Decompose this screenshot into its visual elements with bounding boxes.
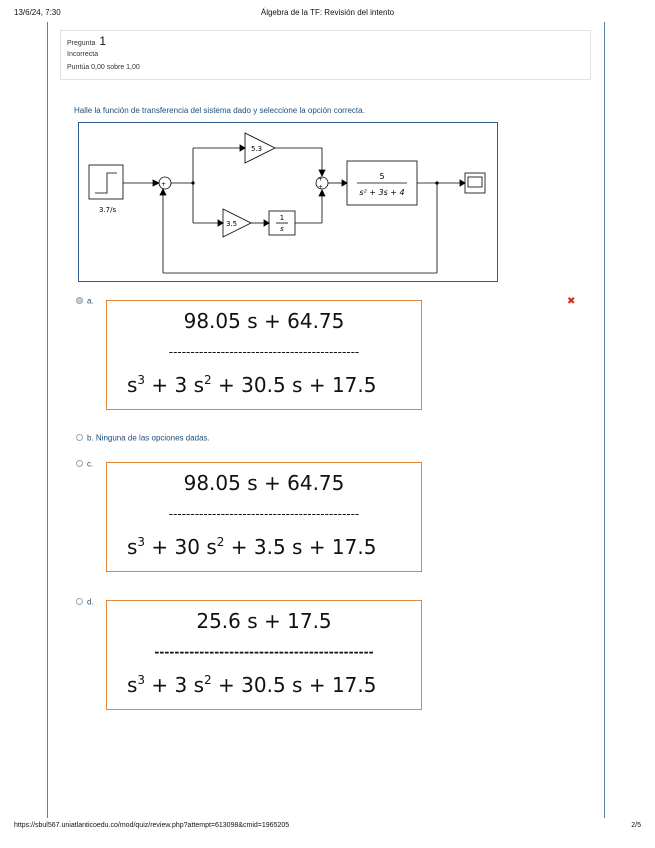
question-label: Pregunta — [67, 40, 96, 47]
step-block — [89, 165, 123, 199]
question-number-row — [67, 35, 584, 48]
integrator-denominator: s — [280, 225, 284, 233]
option-d[interactable] — [76, 597, 94, 606]
option-b[interactable] — [76, 433, 210, 442]
print-footer — [14, 822, 641, 834]
gain-bottom-label: 3.5 — [226, 220, 238, 228]
content-left-border — [47, 22, 48, 818]
option-a-numerator: 98.05 s + 64.75 — [183, 309, 345, 333]
option-a-fraction-line: -------------------------------------------- — [168, 345, 360, 359]
question-grade: Puntúa 0,00 sobre 1,00 — [67, 64, 140, 71]
svg-text:+: + — [318, 184, 324, 191]
print-datetime: 13/6/24, 7:30 — [14, 8, 61, 17]
block-diagram-svg — [79, 123, 496, 280]
option-d-numerator: 25.6 s + 17.5 — [196, 609, 332, 633]
radio-option-b[interactable] — [76, 434, 83, 441]
radio-option-d[interactable] — [76, 598, 83, 605]
option-c-numerator: 98.05 s + 64.75 — [183, 471, 345, 495]
option-c-answer-image — [106, 462, 422, 572]
option-a[interactable] — [76, 296, 94, 305]
option-c-denominator: $s^3 + 30$ $s^2 + 3.5$ s + 17.5 — [127, 535, 377, 559]
option-a-answer-image — [106, 300, 422, 410]
print-page-number: 2/5 — [631, 822, 641, 829]
svg-text:+: + — [318, 176, 324, 183]
step-label: 3.7/s — [99, 206, 117, 214]
print-url: https://sbul567.uniatlanticoedu.co/mod/quiz/review.php?attempt=613098&cmid=1965205 — [14, 822, 290, 829]
option-a-denominator: $s^3 + 3$ $s^2 + 30.5$ s + 17.5 — [127, 373, 377, 397]
tf-numerator: 5 — [379, 172, 385, 181]
question-info-box — [60, 30, 591, 80]
print-header — [14, 8, 641, 20]
print-page-title: Álgebra de la TF: Revisión del intento — [260, 8, 395, 17]
gain-top-label: 5.3 — [251, 145, 263, 153]
question-state: Incorrecta — [67, 51, 99, 58]
option-c-letter: c. — [87, 459, 94, 469]
option-c-fraction-line: -------------------------------------------- — [168, 507, 360, 521]
option-b-text: Ninguna de las opciones dadas. — [95, 433, 210, 443]
svg-text:+: + — [161, 181, 167, 188]
incorrect-cross-icon: ✖ — [567, 296, 576, 307]
step-icon — [95, 173, 117, 193]
option-d-answer-image — [106, 600, 422, 710]
scope-screen — [468, 177, 482, 187]
radio-option-a[interactable] — [76, 297, 83, 304]
integrator-numerator: 1 — [279, 214, 285, 222]
question-text: Halle la función de transferencia del sistema dado y seleccione la opción correcta. — [74, 106, 365, 115]
radio-option-c[interactable] — [76, 460, 83, 467]
option-d-denominator: $s^3 + 3$ $s^2 + 30.5$ s + 17.5 — [127, 673, 377, 697]
option-c[interactable] — [76, 459, 93, 468]
option-d-letter: d. — [87, 597, 94, 607]
question-number: 1 — [99, 34, 107, 48]
option-a-letter: a. — [87, 296, 94, 306]
option-b-letter: b. — [87, 433, 94, 443]
block-diagram-image — [78, 122, 498, 282]
tf-denominator: s² + 3s + 4 — [359, 188, 405, 197]
option-d-fraction-line: -------------------------------------------- — [154, 645, 374, 659]
content-right-border — [604, 22, 605, 818]
